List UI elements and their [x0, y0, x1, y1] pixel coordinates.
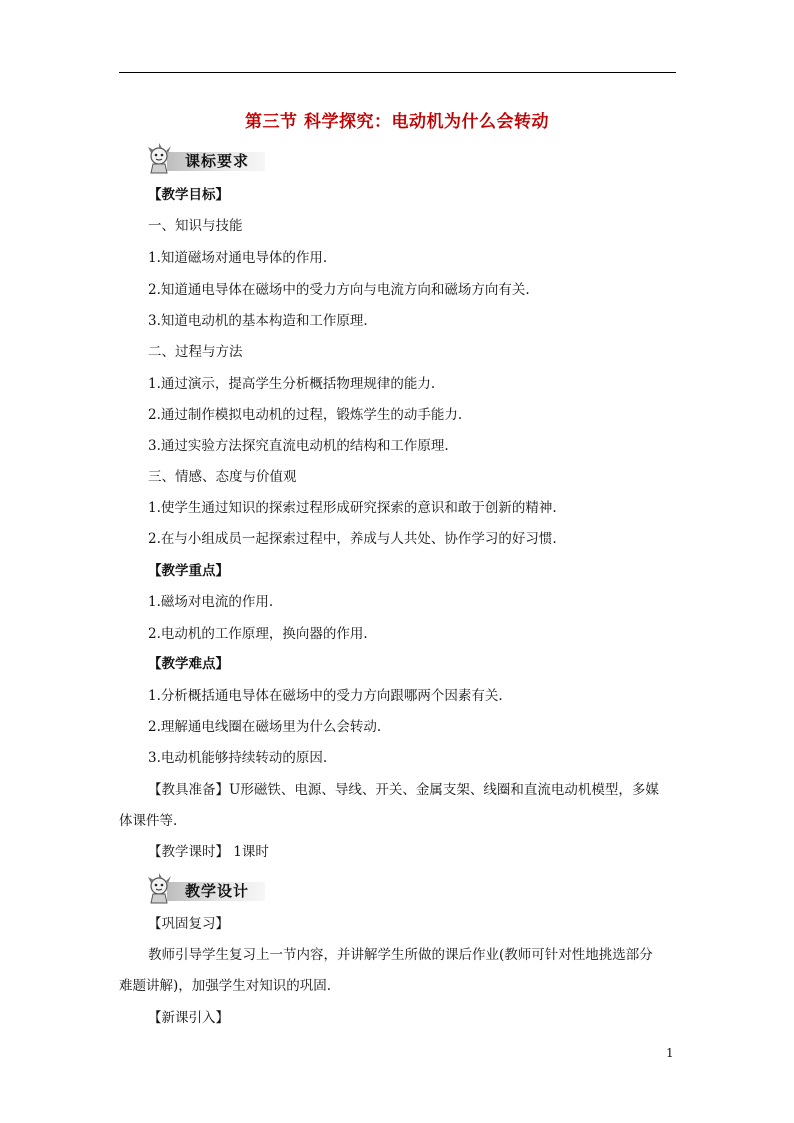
mascot-icon	[145, 873, 177, 905]
text-line: 1.磁场对电流的作用.	[148, 594, 274, 610]
text-line: 一、知识与技能	[148, 218, 243, 234]
page-title: 第三节 科学探究：电动机为什么会转动	[245, 112, 549, 132]
text-line: 2.在与小组成员一起探索过程中，养成与人共处、协作学习的好习惯.	[148, 531, 557, 547]
text-line: 1.使学生通过知识的探索过程形成研究探索的意识和敢于创新的精神.	[148, 500, 557, 516]
text-line: 教师引导学生复习上一节内容，并讲解学生所做的课后作业(教师可针对性地挑选部分	[148, 947, 653, 963]
page-number: 1	[666, 1046, 674, 1060]
text-line: 2.理解通电线圈在磁场里为什么会转动.	[148, 719, 382, 735]
text-line: 体课件等.	[119, 813, 178, 829]
text-line: 【教具准备】U形磁铁、电源、导线、开关、金属支架、线圈和直流电动机模型，多媒	[148, 782, 659, 798]
text-line: 二、过程与方法	[148, 344, 243, 360]
heading-key-points: 【教学重点】	[148, 563, 229, 579]
text-line: 1.知道磁场对通电导体的作用.	[148, 250, 328, 266]
text-line: 2.电动机的工作原理，换向器的作用.	[148, 626, 368, 642]
text-line: 2.知道通电导体在磁场中的受力方向与电流方向和磁场方向有关.	[148, 282, 530, 298]
heading-goals: 【教学目标】	[148, 187, 229, 203]
text-line: 【教学课时】 1课时	[148, 844, 269, 860]
text-line: 【巩固复习】	[148, 916, 229, 932]
text-line: 三、情感、态度与价值观	[148, 469, 297, 485]
text-line: 3.通过实验方法探究直流电动机的结构和工作原理.	[148, 438, 449, 454]
mascot-icon	[145, 143, 177, 175]
text-line: 3.电动机能够持续转动的原因.	[148, 750, 328, 766]
text-line: 1.通过演示，提高学生分析概括物理规律的能力.	[148, 376, 436, 392]
banner-label: 课标要求	[185, 152, 250, 170]
text-line: 难题讲解)，加强学生对知识的巩固.	[119, 978, 332, 994]
text-line: 2.通过制作模拟电动机的过程，锻炼学生的动手能力.	[148, 407, 463, 423]
header-rule	[119, 72, 676, 73]
section-banner-design	[145, 873, 267, 905]
banner-label: 教学设计	[185, 882, 250, 900]
text-line: 3.知道电动机的基本构造和工作原理.	[148, 313, 368, 329]
text-line: 1.分析概括通电导体在磁场中的受力方向跟哪两个因素有关.	[148, 688, 503, 704]
section-banner-curriculum	[145, 143, 267, 175]
text-line: 【新课引入】	[148, 1010, 229, 1026]
heading-difficulties: 【教学难点】	[148, 656, 229, 672]
